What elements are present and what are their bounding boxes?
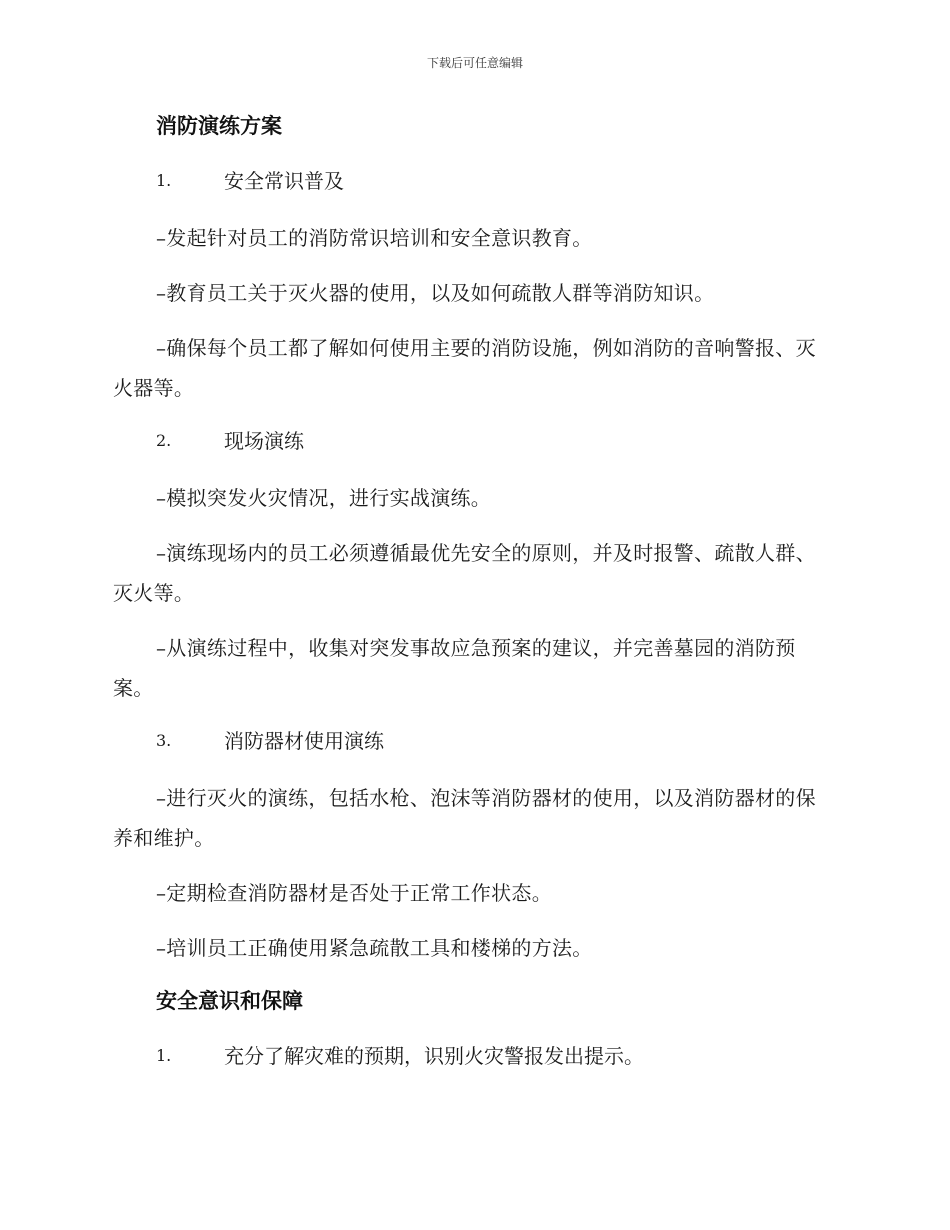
page-header-note: 下载后可任意编辑 [426,56,523,70]
numbered-item [113,1038,825,1074]
item-text: 现场演练 [224,429,304,453]
item-text: 安全常识普及 [224,169,344,193]
paragraph: –教育员工关于灭火器的使用，以及如何疏散人群等消防知识。 [156,281,715,305]
paragraph: –模拟突发火灾情况，进行实战演练。 [156,486,492,510]
numbered-item [113,423,825,459]
numbered-item [113,723,825,759]
paragraph: –确保每个员工都了解如何使用主要的消防设施，例如消防的音响警报、灭火器等。 [113,336,816,400]
item-number: 1. [156,171,172,190]
paragraph: –进行灭火的演练，包括水枪、泡沫等消防器材的使用，以及消防器材的保养和维护。 [113,786,816,850]
item-number: 3. [156,731,172,750]
item-text: 消防器材使用演练 [224,729,384,753]
paragraph: –发起针对员工的消防常识培训和安全意识教育。 [156,226,593,250]
paragraph: –定期检查消防器材是否处于正常工作状态。 [156,881,552,905]
item-text: 充分了解灾难的预期，识别火灾警报发出提示。 [224,1044,644,1068]
item-number: 2. [156,431,172,450]
paragraph: –从演练过程中，收集对突发事故应急预案的建议，并完善墓园的消防预案。 [113,636,796,700]
document-body [113,108,825,1093]
section-heading: 安全意识和保障 [156,989,303,1013]
paragraph: –培训员工正确使用紧急疏散工具和楼梯的方法。 [156,936,593,960]
item-number: 1. [156,1046,172,1065]
section-heading: 消防演练方案 [156,114,282,138]
paragraph: –演练现场内的员工必须遵循最优先安全的原则，并及时报警、疏散人群、灭火等。 [113,541,816,605]
numbered-item [113,163,825,199]
